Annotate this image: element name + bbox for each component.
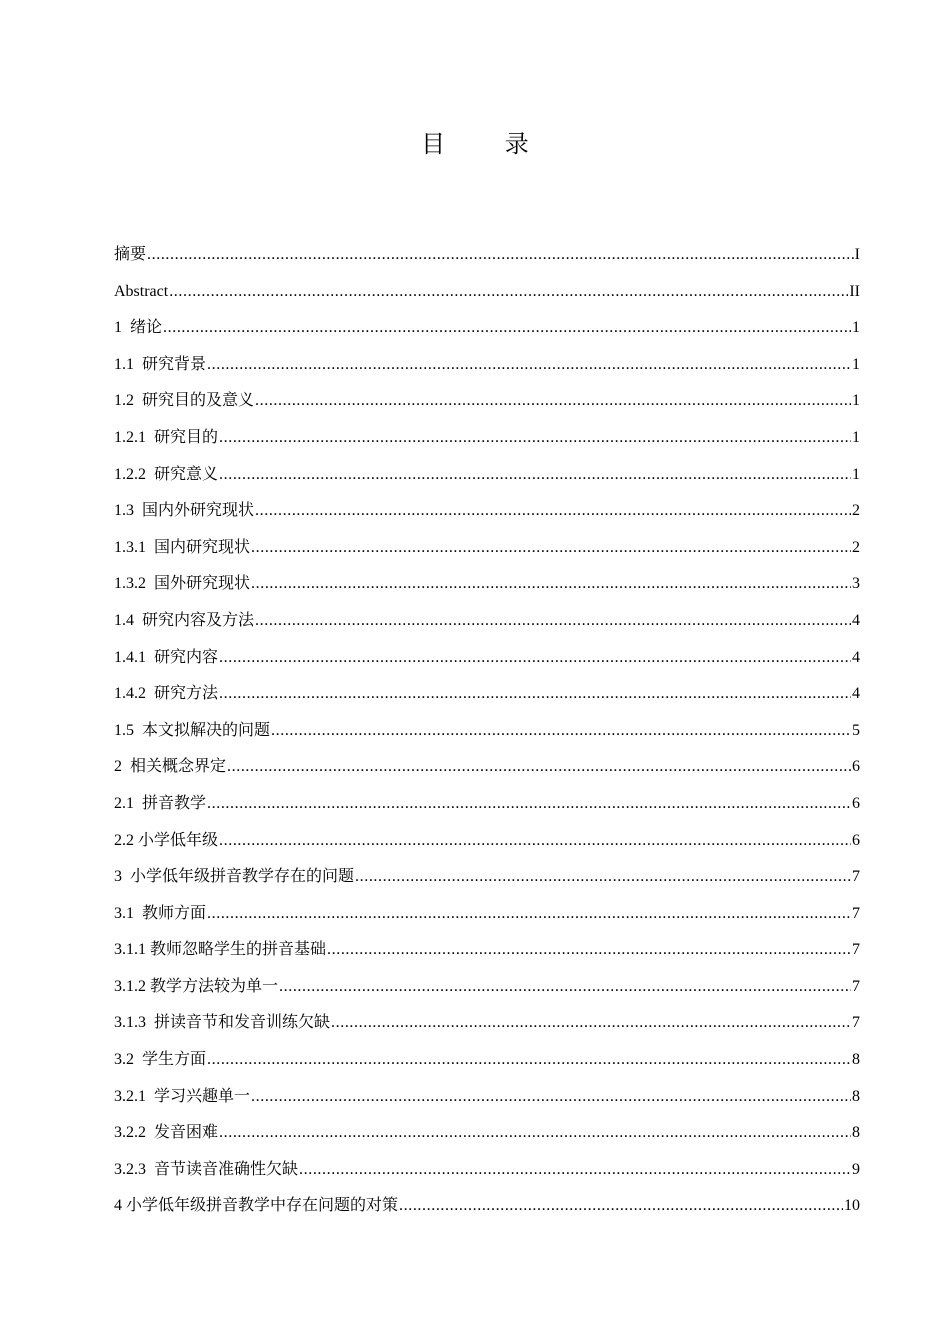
toc-entry-page: 4 [852, 685, 860, 703]
toc-entry[interactable] [114, 713, 860, 750]
toc-entry-label: 3 小学低年级拼音教学存在的问题 [114, 868, 355, 886]
toc-entry-label: 1.1 研究背景 [114, 355, 207, 373]
toc-entry[interactable] [114, 274, 860, 311]
toc-entry-page: 2 [852, 538, 860, 556]
toc-entry[interactable] [114, 676, 860, 713]
toc-entry-label: 1.4.2 研究方法 [114, 685, 219, 703]
toc-entry-label: 3.2.2 发音困难 [114, 1124, 219, 1142]
dot-leader [255, 493, 851, 529]
dot-leader [219, 640, 851, 676]
toc-entry-label: 2.2 小学低年级 [114, 831, 219, 849]
dot-leader [399, 1188, 843, 1224]
toc-entry-label: 1.2.1 研究目的 [114, 428, 219, 446]
toc-entry-label: 3.1.1 教师忽略学生的拼音基础 [114, 941, 327, 959]
toc-entry-label: 3.1 教师方面 [114, 904, 207, 922]
dot-leader [207, 1042, 851, 1078]
dot-leader [251, 566, 851, 602]
dot-leader [251, 530, 851, 566]
toc-entry-page: 6 [852, 758, 860, 776]
dot-leader [227, 749, 851, 785]
toc-entry[interactable] [114, 493, 860, 530]
toc-entry[interactable] [114, 786, 860, 823]
toc-entry-label: 1.3 国内外研究现状 [114, 502, 255, 520]
toc-entry-page: 1 [852, 355, 860, 373]
toc-entry-label: 3.2.3 音节读音准确性欠缺 [114, 1160, 299, 1178]
dot-leader [207, 786, 851, 822]
dot-leader [251, 1079, 851, 1115]
toc-entry-page: 3 [852, 575, 860, 593]
toc-entry[interactable] [114, 237, 860, 274]
toc-entry-page: 4 [852, 611, 860, 629]
toc-entry[interactable] [114, 310, 860, 347]
toc-entry-label: 摘要 [114, 246, 147, 263]
toc-entry-page: 9 [852, 1160, 860, 1178]
dot-leader [219, 1115, 851, 1151]
toc-entry[interactable] [114, 530, 860, 567]
toc-entry[interactable] [114, 1188, 860, 1225]
toc-entry-label: 1.4.1 研究内容 [114, 648, 219, 666]
dot-leader [219, 420, 851, 456]
toc-entry-page: 1 [852, 392, 860, 410]
toc-entry-page: 5 [852, 721, 860, 739]
toc-entry[interactable] [114, 566, 860, 603]
dot-leader [169, 274, 848, 310]
toc-entry-label: 1.2 研究目的及意义 [114, 392, 255, 410]
toc-entry-page: II [849, 282, 860, 300]
toc-entry-page: 7 [852, 868, 860, 886]
toc-entry-label: 2.1 拼音教学 [114, 794, 207, 812]
dot-leader [279, 969, 851, 1005]
toc-entry-page: 8 [852, 1051, 860, 1069]
toc-entry-label: 1.3.2 国外研究现状 [114, 575, 251, 593]
toc-entry-page: 7 [852, 904, 860, 922]
toc-entry-page: 6 [852, 831, 860, 849]
dot-leader [147, 237, 854, 273]
toc-entry[interactable] [114, 603, 860, 640]
dot-leader [219, 457, 851, 493]
toc-entry[interactable] [114, 1115, 860, 1152]
dot-leader [207, 347, 851, 383]
toc-entry-page: 8 [852, 1087, 860, 1105]
toc-entry[interactable] [114, 1079, 860, 1116]
toc-entry-label: 3.1.2 教学方法较为单一 [114, 977, 279, 995]
toc-entry[interactable] [114, 859, 860, 896]
toc-entry[interactable] [114, 420, 860, 457]
toc-entry-page: 1 [852, 319, 860, 337]
dot-leader [355, 859, 851, 895]
dot-leader [163, 310, 851, 346]
table-of-contents [114, 237, 860, 1225]
toc-entry-page: 4 [852, 648, 860, 666]
dot-leader [327, 932, 851, 968]
toc-entry[interactable] [114, 383, 860, 420]
toc-entry[interactable] [114, 823, 860, 860]
dot-leader [331, 1005, 851, 1041]
toc-entry-page: 7 [852, 977, 860, 995]
toc-entry-label: 2 相关概念界定 [114, 758, 227, 776]
dot-leader [255, 603, 851, 639]
toc-entry[interactable] [114, 457, 860, 494]
toc-entry-page: 7 [852, 941, 860, 959]
toc-entry[interactable] [114, 896, 860, 933]
toc-entry-page: 10 [844, 1197, 860, 1215]
dot-leader [271, 713, 851, 749]
toc-entry-label: 4 小学低年级拼音教学中存在问题的对策 [114, 1197, 399, 1215]
toc-entry[interactable] [114, 749, 860, 786]
dot-leader [219, 676, 851, 712]
toc-entry-label: 1.2.2 研究意义 [114, 465, 219, 483]
dot-leader [207, 896, 851, 932]
dot-leader [219, 823, 851, 859]
toc-entry-page: 1 [852, 428, 860, 446]
toc-entry-label: Abstract [114, 282, 169, 300]
toc-entry[interactable] [114, 1042, 860, 1079]
toc-entry[interactable] [114, 1005, 860, 1042]
toc-entry-page: 1 [852, 465, 860, 483]
toc-entry-page: I [854, 246, 860, 263]
toc-entry[interactable] [114, 969, 860, 1006]
toc-title: 目 录 [421, 130, 555, 158]
toc-entry-label: 1.4 研究内容及方法 [114, 611, 255, 629]
toc-entry[interactable] [114, 347, 860, 384]
toc-entry-label: 3.2 学生方面 [114, 1051, 207, 1069]
toc-entry-label: 1.5 本文拟解决的问题 [114, 721, 271, 739]
dot-leader [255, 383, 851, 419]
dot-leader [299, 1152, 851, 1188]
toc-entry-label: 1 绪论 [114, 319, 163, 337]
toc-entry-label: 3.1.3 拼读音节和发音训练欠缺 [114, 1014, 331, 1032]
toc-entry-page: 7 [852, 1014, 860, 1032]
toc-entry-label: 1.3.1 国内研究现状 [114, 538, 251, 556]
toc-entry[interactable] [114, 1152, 860, 1189]
toc-entry-page: 8 [852, 1124, 860, 1142]
toc-entry[interactable] [114, 932, 860, 969]
toc-entry-page: 2 [852, 502, 860, 520]
toc-entry-page: 6 [852, 794, 860, 812]
toc-entry[interactable] [114, 640, 860, 677]
toc-entry-label: 3.2.1 学习兴趣单一 [114, 1087, 251, 1105]
